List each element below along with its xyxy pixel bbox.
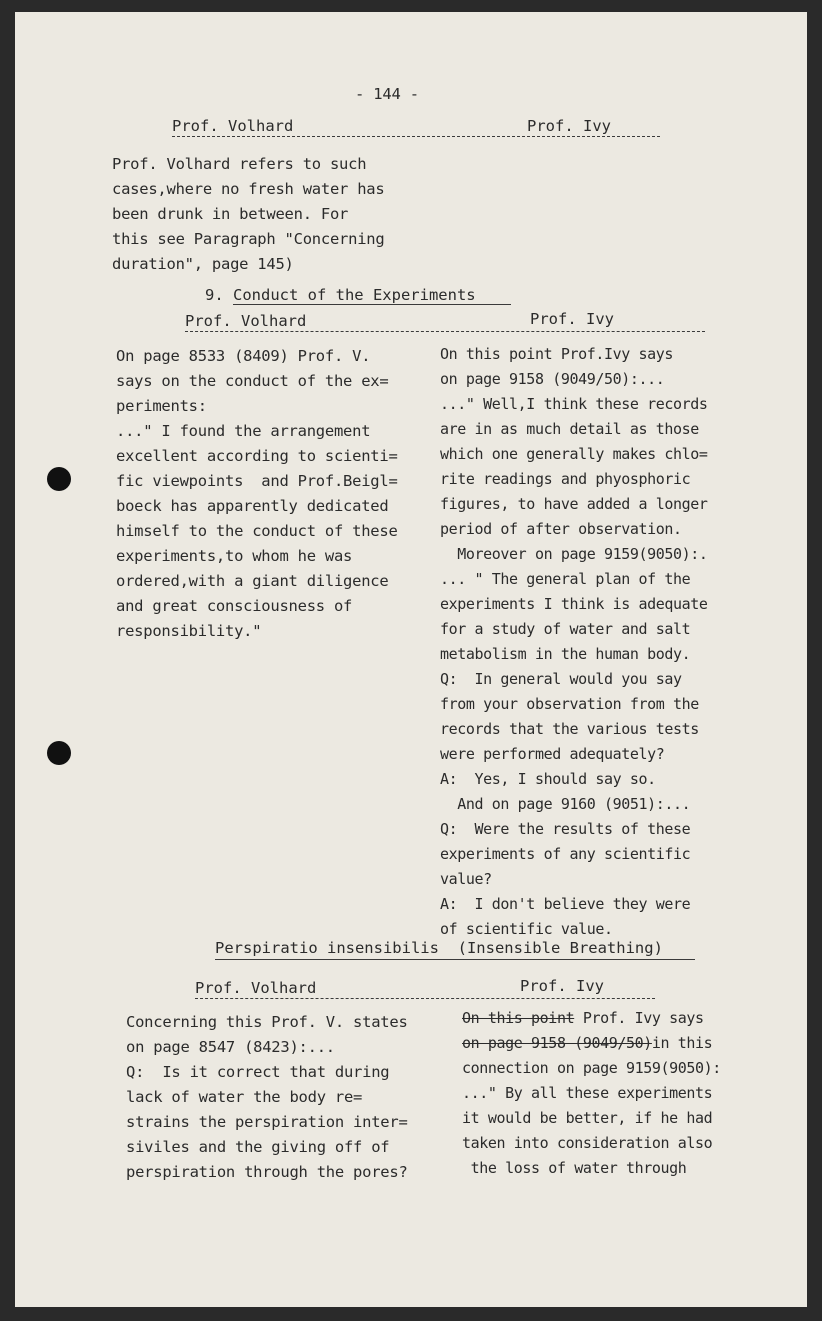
sec2-right-name: Prof. Ivy: [530, 310, 614, 328]
text-line: the loss of water through: [462, 1159, 687, 1177]
text-line: On page 8533 (8409) Prof. V.: [116, 347, 371, 365]
sec2-right-column: [440, 342, 708, 942]
text-line: Prof. Volhard refers to such: [112, 155, 367, 173]
text-line: experiments,to whom he was: [116, 547, 353, 565]
text-line: were performed adequately?: [440, 745, 665, 763]
sec3-left-column: [126, 1010, 408, 1185]
sec1-left-name: Prof. Volhard: [172, 117, 294, 135]
text-line: experiments I think is adequate: [440, 595, 708, 613]
text-line: excellent according to scienti=: [116, 447, 398, 465]
text-line: been drunk in between. For: [112, 205, 349, 223]
text-line: boeck has apparently dedicated: [116, 497, 389, 515]
sec1-header-rule: [172, 136, 660, 137]
text-line: Q: Were the results of these: [440, 820, 691, 838]
text-line: records that the various tests: [440, 720, 699, 738]
text-line: responsibility.": [116, 622, 262, 640]
struck-text: on page 9158 (9049/50): [462, 1034, 652, 1052]
text-line: taken into consideration also: [462, 1134, 713, 1152]
text-line: says on the conduct of the ex=: [116, 372, 389, 390]
text-line: this see Paragraph "Concerning: [112, 230, 385, 248]
page-number: - 144 -: [355, 85, 419, 103]
text-line: Concerning this Prof. V. states: [126, 1013, 408, 1031]
text-line: which one generally makes chlo=: [440, 445, 708, 463]
text-line: rite readings and phyosphoric: [440, 470, 691, 488]
sec2-header-rule: [185, 331, 705, 332]
text-line: of scientific value.: [440, 920, 613, 938]
text-line: ..." By all these experiments: [462, 1084, 713, 1102]
text-line: A: Yes, I should say so.: [440, 770, 656, 788]
text-line: and great consciousness of: [116, 597, 353, 615]
text-line: lack of water the body re=: [126, 1088, 363, 1106]
sec3-heading-rule: [215, 959, 695, 960]
text-line: ..." Well,I think these records: [440, 395, 708, 413]
text-line: On this point Prof.Ivy says: [440, 345, 674, 363]
text-line: perspiration through the pores?: [126, 1163, 408, 1181]
text-line: siviles and the giving off of: [126, 1138, 390, 1156]
text-line: fic viewpoints and Prof.Beigl=: [116, 472, 398, 490]
text-line: are in as much detail as those: [440, 420, 699, 438]
punch-hole-bottom: [47, 741, 71, 765]
punch-hole-top: [47, 467, 71, 491]
text-line: strains the perspiration inter=: [126, 1113, 408, 1131]
text-line: And on page 9160 (9051):...: [440, 795, 691, 813]
sec2-heading-rule: [233, 304, 511, 305]
sec3-right-column: [462, 1006, 721, 1181]
text-fragment: in this: [651, 1034, 713, 1052]
text-line: metabolism in the human body.: [440, 645, 691, 663]
text-line: periments:: [116, 397, 207, 415]
text-line: [462, 1031, 721, 1056]
text-line: it would be better, if he had: [462, 1109, 713, 1127]
sec1-text: [112, 152, 384, 277]
sec2-heading: [205, 286, 476, 304]
text-fragment: Prof. Ivy says: [574, 1009, 704, 1027]
text-line: period of after observation.: [440, 520, 682, 538]
text-line: himself to the conduct of these: [116, 522, 398, 540]
text-line: A: I don't believe they were: [440, 895, 691, 913]
text-line: experiments of any scientific: [440, 845, 691, 863]
sec3-header-rule: [195, 998, 655, 999]
text-line: on page 8547 (8423):...: [126, 1038, 335, 1056]
sec3-right-name: Prof. Ivy: [520, 977, 604, 995]
text-line: Q: Is it correct that during: [126, 1063, 390, 1081]
sec1-right-name: Prof. Ivy: [527, 117, 611, 135]
text-line: on page 9158 (9049/50):...: [440, 370, 665, 388]
text-line: duration", page 145): [112, 255, 294, 273]
text-line: ..." I found the arrangement: [116, 422, 371, 440]
text-line: ... " The general plan of the: [440, 570, 691, 588]
text-line: for a study of water and salt: [440, 620, 691, 638]
sec2-heading-text: 9. Conduct of the Experiments: [205, 286, 476, 304]
document-page: [15, 12, 807, 1307]
text-line: cases,where no fresh water has: [112, 180, 385, 198]
text-line: ordered,with a giant diligence: [116, 572, 389, 590]
sec2-left-name: Prof. Volhard: [185, 312, 307, 330]
text-line: Moreover on page 9159(9050):.: [440, 545, 708, 563]
text-line: figures, to have added a longer: [440, 495, 708, 513]
text-line: Q: In general would you say: [440, 670, 682, 688]
text-line: from your observation from the: [440, 695, 699, 713]
sec3-heading: Perspiratio insensibilis (Insensible Breathing): [215, 939, 663, 957]
text-line: [462, 1006, 721, 1031]
text-line: value?: [440, 870, 492, 888]
text-line: connection on page 9159(9050):: [462, 1059, 721, 1077]
struck-text: On this point: [462, 1009, 575, 1027]
sec2-left-column: [116, 344, 398, 644]
sec3-left-name: Prof. Volhard: [195, 979, 317, 997]
